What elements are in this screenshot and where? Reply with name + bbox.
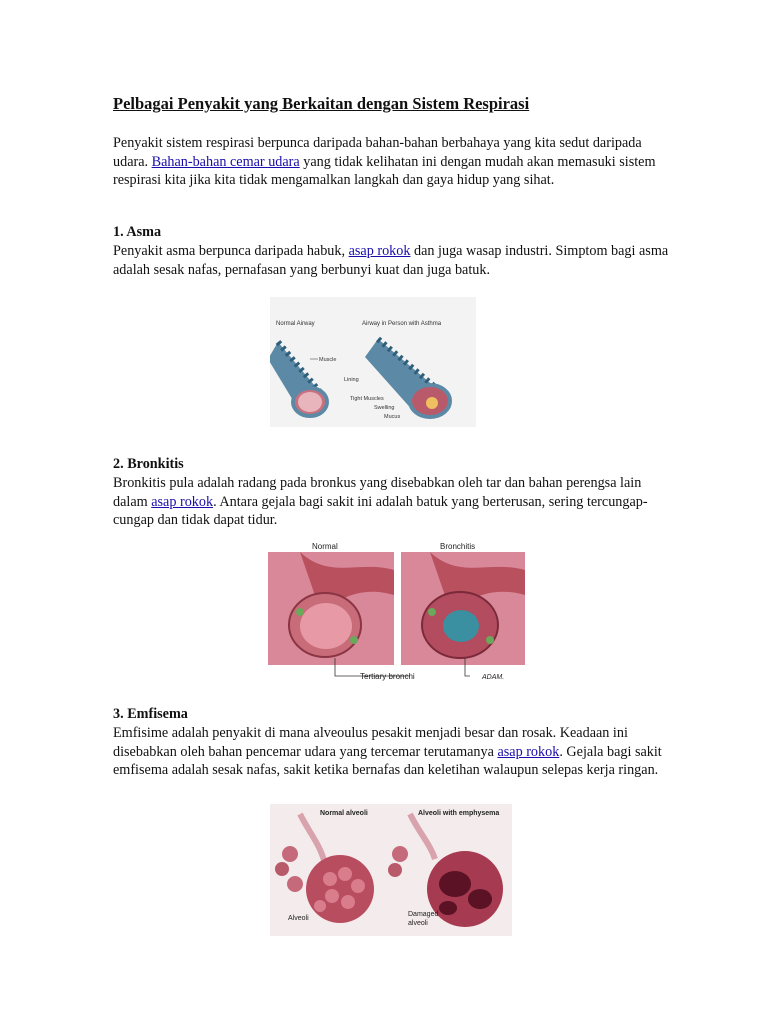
fig3-label-damaged: Damaged xyxy=(408,911,439,918)
normal-bronchus-panel xyxy=(268,552,394,665)
cigarette-smoke-link-1[interactable]: asap rokok xyxy=(348,243,411,259)
fig3-label-damaged-alveoli: alveoli xyxy=(408,920,428,927)
fig2-label-bronchitis: Bronchitis xyxy=(440,542,476,551)
fig2-caption: Tertiary bronchi xyxy=(360,672,415,681)
fig1-label-tight-muscles: Tight Muscles xyxy=(350,396,384,402)
emfisema-text-post: . Gejala bagi sakit emfisema adalah sesak nafas, sakit ketika bernafas dan keletihan walaupun selepas kerja ringan. xyxy=(113,743,662,779)
emphysema-illustration xyxy=(270,804,512,936)
asma-text-pre: Penyakit asma berpunca daripada habuk, xyxy=(113,243,349,259)
fig1-label-asthma: Airway in Person with Asthma xyxy=(362,321,442,327)
bronchitis-bronchus-panel xyxy=(401,552,525,665)
fig3-label-alveoli: Alveoli xyxy=(288,915,309,922)
bronkitis-text-post: . Antara gejala bagi sakit ini adalah batuk yang berterusan, sering tercungap-cungap dan tidak dapat tidur. xyxy=(113,493,648,529)
fig3-label-emphysema: Alveoli with emphysema xyxy=(418,810,500,817)
cigarette-smoke-link-3[interactable]: asap rokok xyxy=(497,743,560,760)
fig1-label-swelling: Swelling xyxy=(374,405,395,411)
fig2-brand: ADAM. xyxy=(482,674,505,681)
section-heading-asma: 1. Asma xyxy=(113,224,162,240)
asma-text-post: dan juga wasap industri. Simptom bagi asma adalah sesak nafas, pernafasan yang berbunyi kuat dan juga batuk. xyxy=(113,243,669,278)
fig1-label-mucus: Mucus xyxy=(384,414,401,420)
air-pollutants-link[interactable]: Bahan-bahan cemar udara xyxy=(151,153,300,170)
intro-text-post: yang tidak kelihatan ini dengan mudah akan memasuki sistem respirasi kita jika kita tidak mengamalkan langkah dan gaya hidup yang sihat. xyxy=(113,153,656,189)
intro-paragraph xyxy=(113,134,673,190)
fig2-label-normal: Normal xyxy=(312,542,338,551)
section-heading-emfisema: 3. Emfisema xyxy=(113,706,188,722)
emfisema-text-pre: Emfisime adalah penyakit di mana alveoulus pesakit menjadi besar dan rosak. Keadaan ini disebabkan oleh bahan pencemar udara yang tercemar terutamanya xyxy=(113,725,628,760)
section-paragraph-emfisema xyxy=(113,724,673,780)
section-heading-bronkitis: 2. Bronkitis xyxy=(113,456,184,472)
section-paragraph-bronkitis xyxy=(113,474,673,530)
cigarette-smoke-link-2[interactable]: asap rokok xyxy=(151,493,214,510)
fig1-label-muscle: Muscle xyxy=(319,357,337,363)
intro-text-pre: Penyakit sistem respirasi berpunca daripada bahan-bahan berbahaya yang kita sedut daripada udara. xyxy=(113,135,642,170)
fig1-label-normal: Normal Airway xyxy=(276,321,315,327)
fig1-label-lining: Lining xyxy=(344,377,359,383)
bronkitis-text-pre: Bronkitis pula adalah radang pada bronkus yang disebabkan oleh tar dan bahan perengsa lain dalam xyxy=(113,475,642,510)
asthma-airway-illustration xyxy=(270,297,476,427)
fig3-label-normal: Normal alveoli xyxy=(320,810,368,817)
section-paragraph-asma xyxy=(113,242,673,279)
bronchitis-illustration xyxy=(260,540,530,685)
document-title: Pelbagai Penyakit yang Berkaitan dengan Sistem Respirasi xyxy=(113,94,530,113)
